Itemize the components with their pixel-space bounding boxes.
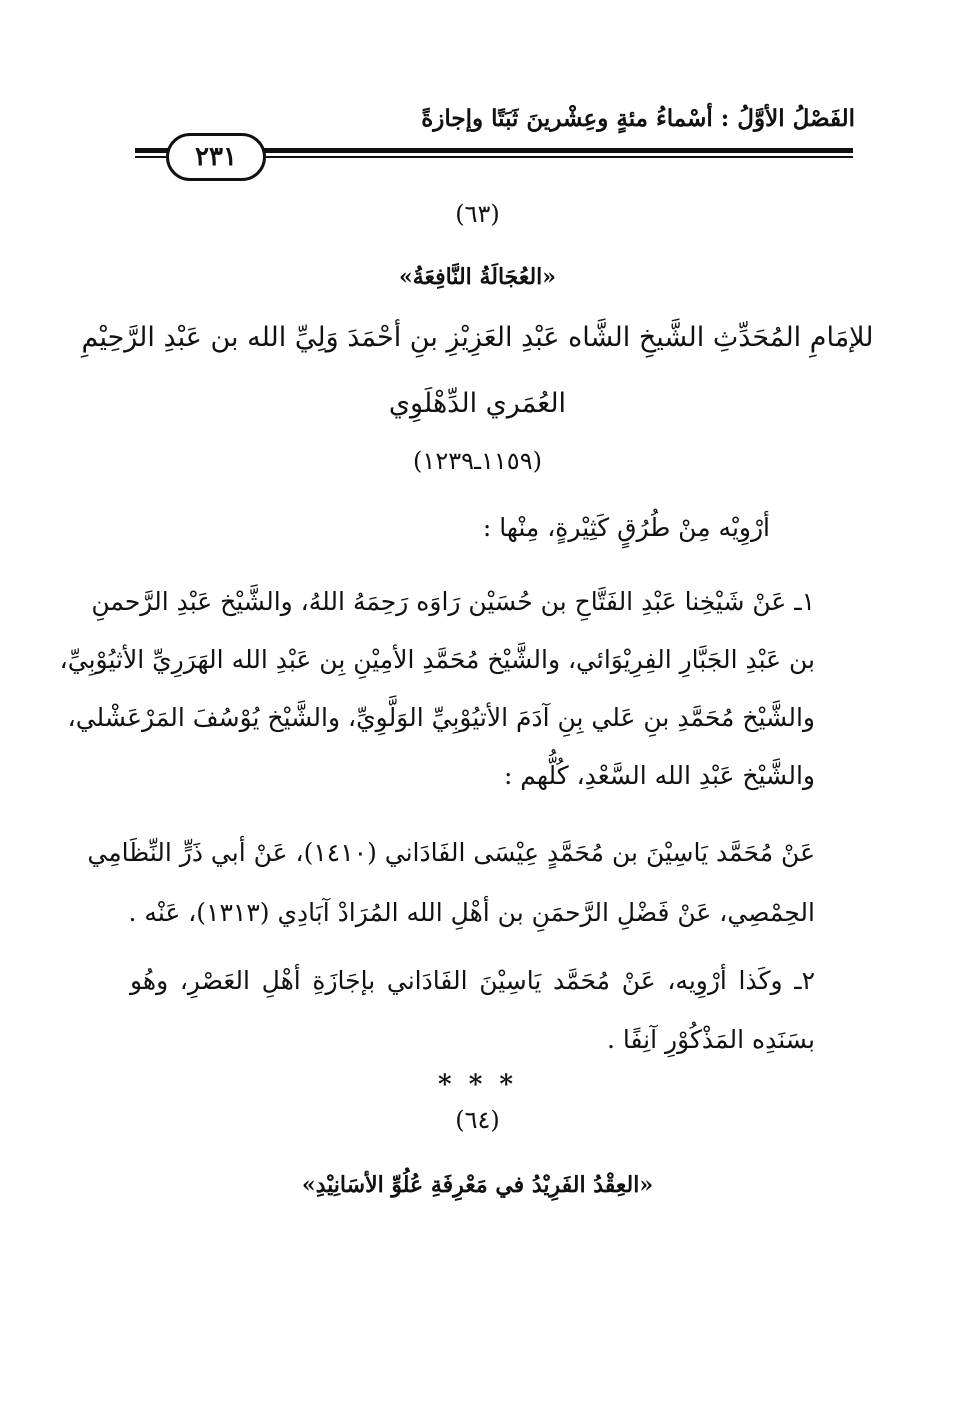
entry-number: (٦٤) [455, 1106, 500, 1134]
paragraph-line: والشَّيْخ مُحَمَّدِ بنِ عَلي بِنِ آدَمَ الأتيُوْبِيِّ الوَلَّوِيِّ، والشَّيْخ يُوْسُفَ المَرْعَشْلي، [67, 703, 815, 732]
paragraph-line: عَنْ مُحَمَّد يَاسِيْنَ بن مُحَمَّدٍ عِيْسَى الفَادَاني (١٤١٠)، عَنْ أبي ذَرٍّ النِّظَامِي [87, 838, 815, 867]
entry-title: «العُجَالَةُ النَّافِعَةُ» [398, 264, 557, 290]
paragraph-line: ١ـ عَنْ شَيْخِنا عَبْدِ الفَتَّاحِ بن حُسَيْن رَاوَه رَحِمَهُ اللهُ، والشَّيْخ عَبْدِ الرَّحمنِ [91, 587, 815, 616]
page-number: ٢٣١ [166, 133, 266, 181]
paragraph-line: والشَّيْخ عَبْدِ الله السَّعْدِ، كُلُّهم : [503, 761, 815, 790]
paragraph-line: الحِمْصِي، عَنْ فَضْلِ الرَّحمَنِ بن أهْلِ الله المُرَادْ آبَادِي (١٣١٣)، عَنْه . [128, 898, 815, 927]
paragraph-line: بسَنَدِه المَذْكُوْرِ آنِفًا . [606, 1025, 815, 1054]
entry-title: «العِقْدُ الفَرِيْدُ في مَعْرِفَةِ عُلُوِّ الأسَانِيْدِ» [301, 1172, 654, 1198]
section-separator: * * * [438, 1070, 517, 1100]
entry-number: (٦٣) [455, 200, 500, 228]
author-line: العُمَري الدِّهْلَوِي [388, 388, 567, 419]
author-line: للإمَامِ المُحَدِّثِ الشَّيخِ الشَّاه عَبْدِ العَزِيْزِ بنِ أحْمَدَ وَلِيِّ الله بن عَبْدِ الرَّحِيْمِ [81, 322, 874, 353]
running-head: الفَصْلُ الأوَّلُ : أسْماءُ مئةٍ وعِشْرينَ ثَبَتًا وإجازةً [421, 105, 855, 132]
paragraph-line: ٢ـ وكَذا أرْوِيه، عَنْ مُحَمَّد يَاسِيْنَ الفَادَاني بإجَازَةِ أهْلِ العَصْرِ، وهُو [130, 966, 815, 995]
author-dates: (١١٥٩ـ١٢٣٩) [413, 447, 542, 475]
paragraph-line: بن عَبْدِ الجَبَّارِ الفِرِيْوَائي، والشَّيْخ مُحَمَّدِ الأمِيْنِ بِن عَبْدِ الله الهَرَرِيِّ الأثيُوْبِيِّ، [59, 645, 815, 674]
intro-line: أرْوِيْه مِنْ طُرُقٍ كَثِيْرةٍ، مِنْها : [482, 513, 770, 542]
